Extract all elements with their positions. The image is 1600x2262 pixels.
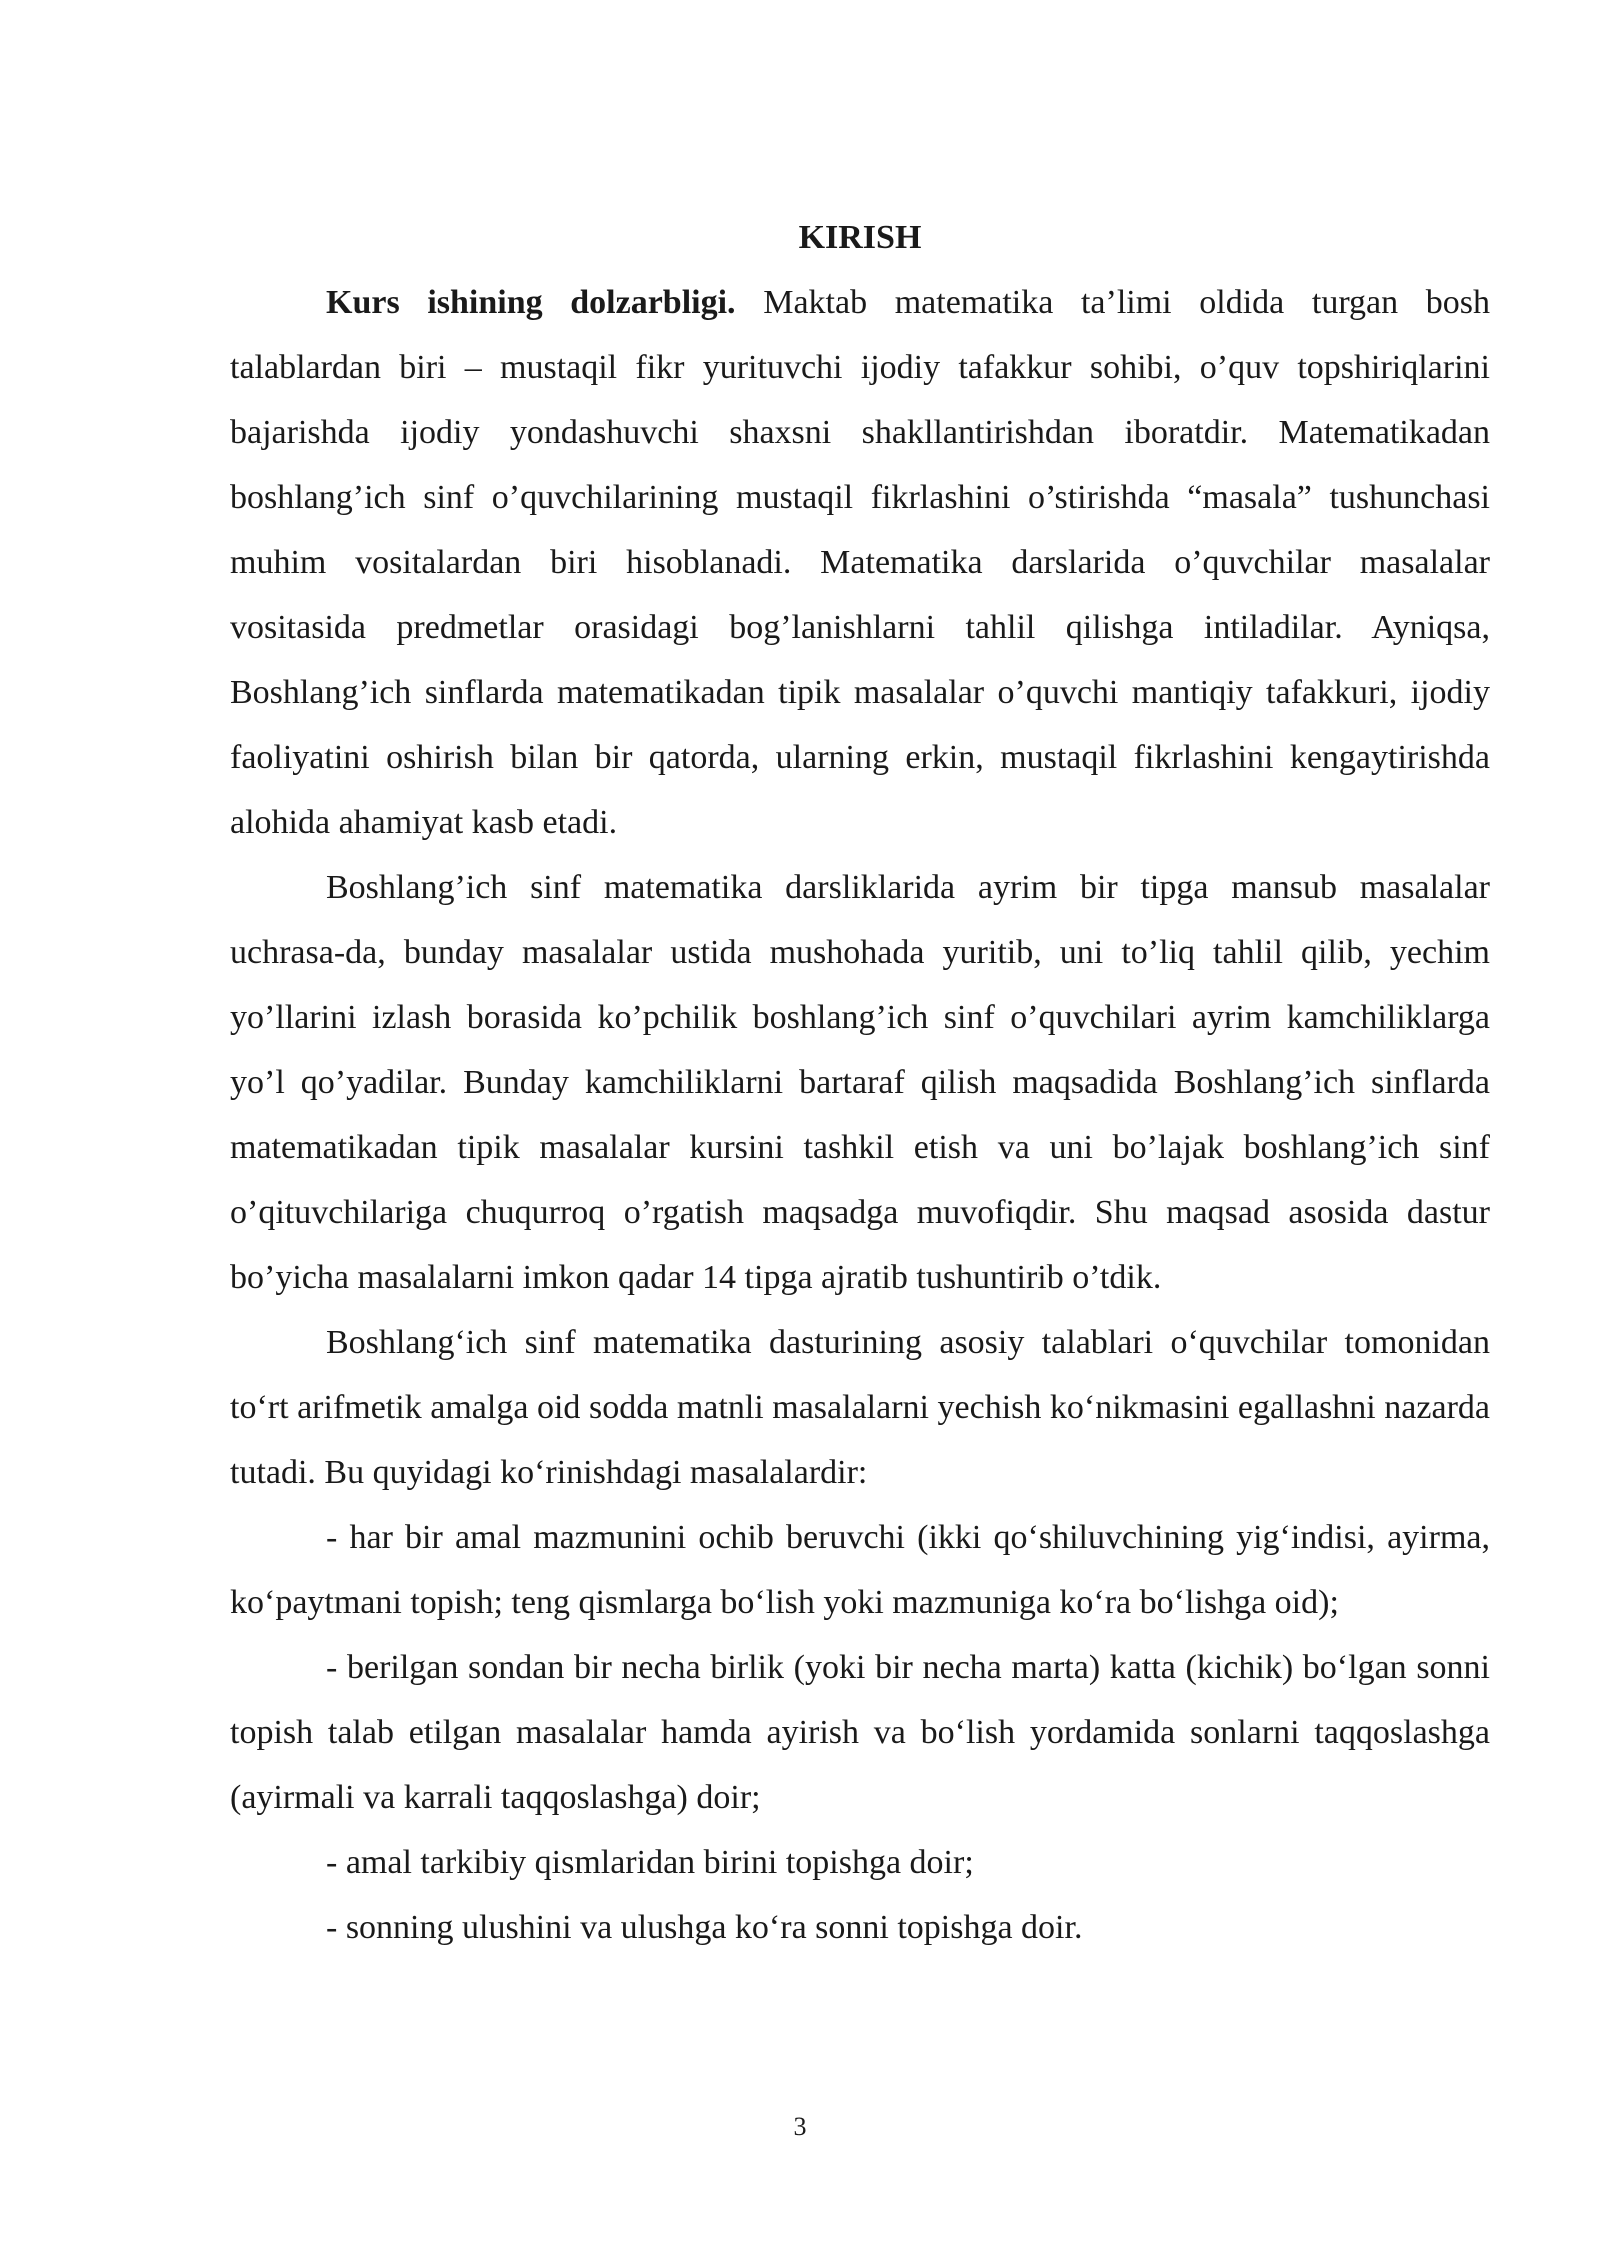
paragraph-text: Maktab matematika ta’limi oldida turgan bosh talablardan biri – mustaqil fikr yurituvchi ijodiy tafakkur sohibi, o’quv topshiriqlarini bajarishda ijodiy yondashuvchi shaxsni shakllantirishdan iboratdir. Matematikadan boshlang’ich sinf o’quvchilarining mustaqil fikrlashini o’stirishda “masala” tushunchasi muhim vositalardan biri hisoblanadi. Matematika darslarida o’quvchilar masalalar vositasida predmetlar orasidagi bog’lanishlarni tahlil qilishga intiladilar. Ayniqsa, Boshlang’ich sinflarda matematikadan tipik masalalar o’quvchi mantiqiy tafakkuri, ijodiy faoliyatini oshirish bilan bir qatorda, ularning erkin, mustaqil fikrlashini kengaytirishda alohida ahamiyat kasb etadi. [230, 284, 1490, 841]
list-item-operation-meaning: - har bir amal mazmunini ochib beruvchi (ikki qo‘shiluvchining yig‘indisi, ayirma, ko‘paytmani topish; teng qismlarga bo‘lish yoki mazmuniga ko‘ra bo‘lishga oid); [230, 1519, 1490, 1621]
paragraph-relevance [230, 270, 1490, 855]
list-item-comparison: - berilgan sondan bir necha birlik (yoki bir necha marta) katta (kichik) bo‘lgan sonni topish talab etilgan masalalar hamda ayirish va bo‘lish yordamida sonlarni taqqoslashga (ayirmali va karrali taqqoslashga) doir; [230, 1649, 1490, 1816]
paragraph-textbooks: Boshlang’ich sinf matematika darsliklarida ayrim bir tipga mansub masalalar uchrasa-da, bunday masalalar ustida mushohada yuritib, uni to’liq tahlil qilib, yechim yo’llarini izlash borasida ko’pchilik boshlang’ich sinf o’quvchilari ayrim kamchiliklarga yo’l qo’yadilar. Bunday kamchiliklarni bartaraf qilish maqsadida Boshlang’ich sinflarda matematikadan tipik masalalar kursini tashkil etish va uni bo’lajak boshlang’ich sinf o’qituvchilariga chuqurroq o’rgatish maqsadga muvofiqdir. Shu maqsad asosida dastur bo’yicha masalalarni imkon qadar 14 tipga ajratib tushuntirib o’tdik. [230, 869, 1490, 1296]
list-item-components: - amal tarkibiy qismlaridan birini topishga doir; [326, 1844, 974, 1881]
paragraph-program-requirements: Boshlang‘ich sinf matematika dasturining asosiy talablari o‘quvchilar tomonidan to‘rt arifmetik amalga oid sodda matnli masalalarni yechish ko‘nikmasini egallashni nazarda tutadi. Bu quyidagi ko‘rinishdagi masalalardir: [230, 1324, 1490, 1491]
paragraph-lead-heading: Kurs ishining dolzarbligi. [326, 284, 736, 321]
page-number: 3 [793, 2112, 807, 2141]
page-title: KIRISH [798, 219, 922, 256]
list-item-fractions: - sonning ulushini va ulushga ko‘ra sonni topishga doir. [326, 1909, 1083, 1946]
document-body [230, 205, 1490, 1960]
